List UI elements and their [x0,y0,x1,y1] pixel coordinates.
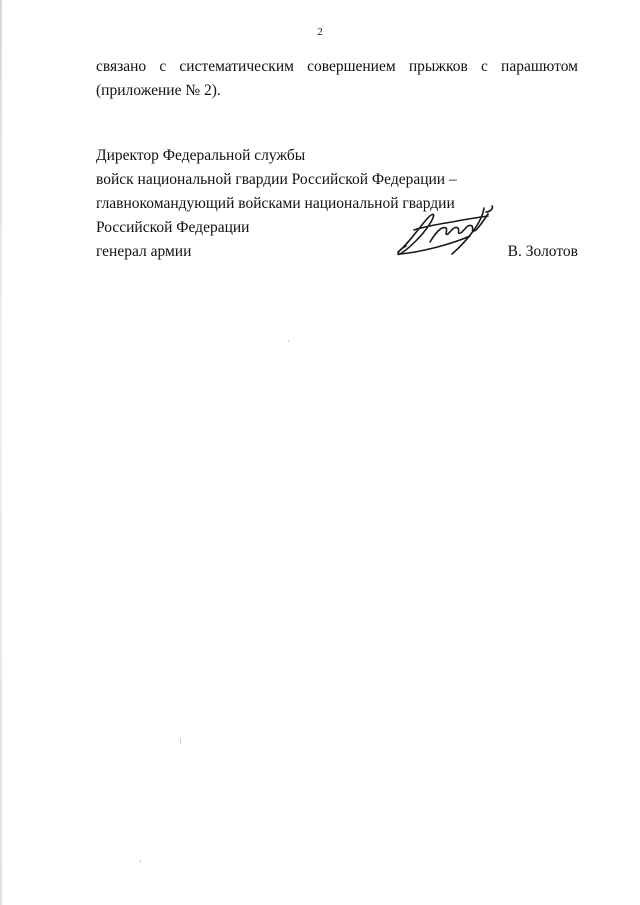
page-number: 2 [317,26,323,38]
scan-edge [0,0,2,905]
body-paragraph [96,55,578,103]
signatory-title-line-2: войск национальной гвардии Российской Федерации – [96,171,457,188]
signatory-title-line-4: Российской Федерации [96,219,250,236]
signatory-name: В. Золотов [507,243,578,260]
signatory-rank: генерал армии [96,243,192,260]
signature-block [96,144,578,264]
signatory-rank-row [96,240,578,264]
scan-speck [140,860,141,863]
body-line-1: связано с систематическим совершением прыжков с парашютом [96,58,578,75]
body-line-2: (приложение № 2). [96,82,221,99]
scan-speck [288,340,289,342]
signatory-title-line-1: Директор Федеральной службы [96,147,306,164]
handwritten-signature-icon [392,196,500,260]
signatory-title-line-3: главнокомандующий войсками национальной гвардии [96,195,455,212]
scan-speck [180,738,181,744]
